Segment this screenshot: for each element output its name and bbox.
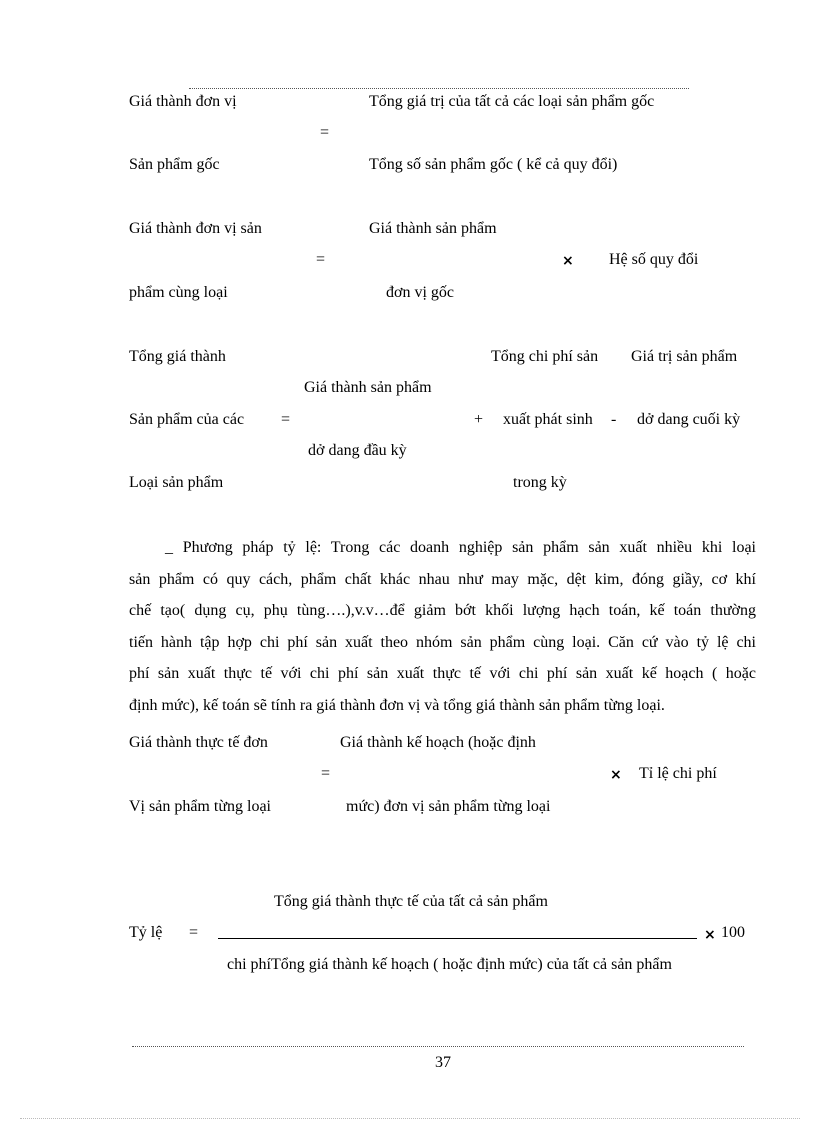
formula2-factor: Hệ số quy đổi: [609, 251, 699, 268]
formula3-wip-end-line1: Giá trị sản phẩm: [631, 348, 738, 365]
formula3-label-line2: Sản phẩm của các: [129, 411, 245, 428]
formula5-equals: =: [189, 924, 199, 941]
formula4-times: ×: [610, 767, 622, 783]
formula2-left-top: Giá thành đơn vị sản: [129, 220, 262, 237]
footer-divider: [132, 1046, 744, 1047]
formula3-cost-line1: Tổng chi phí sản: [491, 348, 599, 365]
formula3-wip-begin-line1: Giá thành sản phẩm: [304, 379, 432, 396]
formula3-minus: -: [611, 411, 617, 428]
paragraph-line: phí sản xuất thực tế với chi phí sản xuất thực tế với chi phí sản xuất kế hoạch ( hoặc: [129, 665, 756, 682]
paragraph-line: tiến hành tập hợp chi phí sản xuất theo nhóm sản phẩm cùng loại. Căn cứ vào tỷ lệ chi: [129, 633, 756, 651]
formula4-equals: =: [321, 765, 331, 782]
paragraph-line: sản phẩm có quy cách, phẩm chất khác nhau như may mặc, dệt kim, đóng giầy, cơ khí: [129, 570, 756, 588]
formula4-left-top: Giá thành thực tế đơn: [129, 734, 268, 751]
paragraph-line: định mức), kế toán sẽ tính ra giá thành đơn vị và tổng giá thành sản phẩm từng loại.: [129, 696, 665, 714]
formula3-label-line1: Tổng giá thành: [129, 348, 226, 365]
formula3-cost-line2: xuất phát sinh: [503, 411, 593, 428]
formula2-times: ×: [562, 253, 574, 269]
formula3-wip-begin-line2: dở dang đầu kỳ: [308, 442, 407, 459]
formula1-left-bottom: Sản phẩm gốc: [129, 156, 220, 173]
page-edge-dots: [20, 1118, 800, 1119]
formula3-cost-line3: trong kỳ: [513, 474, 567, 491]
paragraph-line: chế tạo( dụng cụ, phụ tùng….),v.v…để giảm bớt khối lượng hạch toán, kế toán thường: [129, 602, 756, 619]
formula5-denominator: chi phíTổng giá thành kế hoạch ( hoặc định mức) của tất cả sản phẩm: [227, 956, 672, 973]
formula4-left-bottom: Vị sản phẩm từng loại: [129, 798, 271, 815]
formula3-plus: +: [474, 411, 484, 428]
formula2-mid-top: Giá thành sản phẩm: [369, 220, 497, 237]
formula2-equals: =: [316, 251, 326, 268]
header-divider: [189, 88, 689, 89]
formula5-multiplier: 100: [721, 924, 745, 941]
formula5-label: Tỷ lệ: [129, 924, 163, 941]
fraction-bar: [218, 938, 697, 939]
formula1-equals: =: [320, 124, 330, 141]
formula4-mid-top: Giá thành kế hoạch (hoặc định: [340, 734, 536, 751]
formula2-mid-bottom: đơn vị gốc: [386, 284, 455, 301]
page-number: 37: [435, 1054, 451, 1071]
body-paragraph: [129, 532, 756, 721]
formula1-right-top: Tổng giá trị của tất cả các loại sản phẩm gốc: [369, 93, 655, 110]
formula3-equals: =: [281, 411, 291, 428]
paragraph-line: _ Phương pháp tỷ lệ: Trong các doanh nghiệp sản phẩm sản xuất nhiều khi loại: [165, 539, 756, 556]
formula4-factor: Tỉ lệ chi phí: [639, 765, 717, 782]
formula3-label-line3: Loại sản phẩm: [129, 474, 224, 491]
formula3-wip-end-line2: dở dang cuối kỳ: [637, 411, 741, 428]
formula5-times: ×: [704, 927, 716, 943]
formula1-left-top: Giá thành đơn vị: [129, 93, 237, 110]
formula4-mid-bottom: mức) đơn vị sản phẩm từng loại: [346, 798, 551, 815]
formula5-numerator: Tổng giá thành thực tế của tất cả sản phẩm: [274, 893, 548, 910]
formula2-left-bottom: phẩm cùng loại: [129, 284, 228, 301]
formula1-right-bottom: Tổng số sản phẩm gốc ( kể cả quy đổi): [369, 156, 618, 173]
